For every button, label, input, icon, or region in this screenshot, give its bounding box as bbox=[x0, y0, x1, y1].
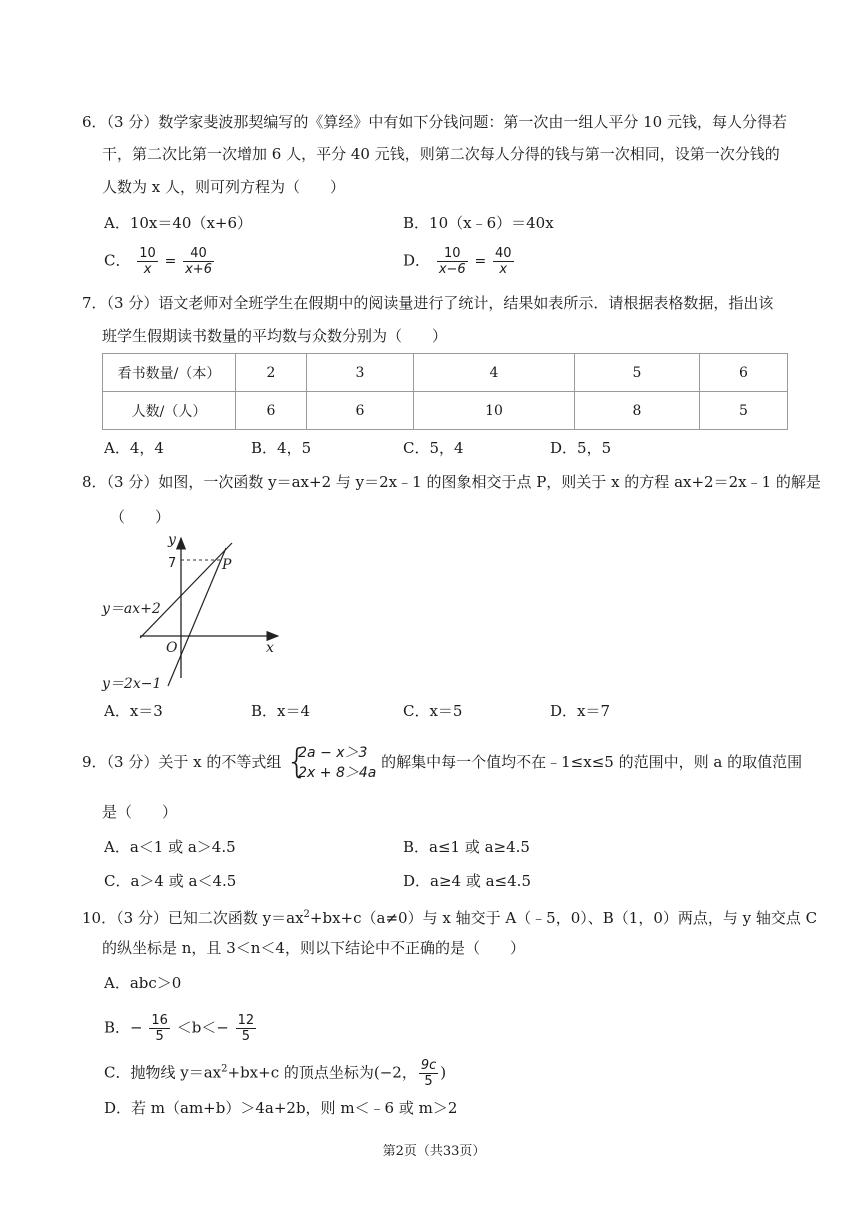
table-cell: 5 bbox=[575, 354, 700, 392]
y-axis-label: y bbox=[168, 532, 176, 548]
q8-option-c: C．x＝5 bbox=[403, 702, 463, 720]
q10-option-c: C．抛物线 $y=ax^2+bx+c$ 的顶点坐标为(−2， $\frac{9c}{5}$ ) bbox=[104, 1058, 447, 1089]
x-axis-label: x bbox=[266, 640, 274, 656]
table-cell: 6 bbox=[700, 354, 788, 392]
q6-option-a: A．10x＝40（x+6） bbox=[104, 214, 253, 232]
inequality-system bbox=[286, 743, 376, 783]
q7-option-d: D．5，5 bbox=[550, 439, 612, 457]
q7-option-a: A．4，4 bbox=[104, 439, 164, 457]
q6-text-line3: 人数为 x 人，则可列方程为（ ） bbox=[102, 178, 345, 196]
q7-option-b: B．4，5 bbox=[251, 439, 312, 457]
q9-option-a: A．a＜1 或 a＞4.5 bbox=[104, 838, 236, 856]
q10-option-d: D．若 m（am+b）＞4a+2b，则 m＜﹣6 或 m＞2 bbox=[104, 1099, 458, 1117]
q6-text-line2: 干，第二次比第一次增加 6 人，平分 40 元钱，则第二次每人分得的钱与第一次相同，设第一次分钱的 bbox=[102, 145, 780, 163]
q6-option-d-label: D． bbox=[403, 251, 431, 270]
q8-text-line1: 8．（3 分）如图，一次函数 y＝ax+2 与 y＝2x﹣1 的图象相交于点 P，则关于 x 的方程 ax+2＝2x﹣1 的解是 bbox=[82, 473, 821, 491]
q6-option-c: C． $\frac{10}{x}$ = $\frac{40}{x+6}$ bbox=[104, 246, 212, 277]
line-y-2x-minus-1 bbox=[168, 548, 226, 686]
q6-text-line1: 6．（3 分）数学家斐波那契编写的《算经》中有如下分钱问题：第一次由一组人平分 10 元钱，每人分得若 bbox=[82, 113, 787, 131]
inequality-1: 2a − x＞3 bbox=[298, 745, 368, 761]
q9-option-b: B．a≤1 或 a≥4.5 bbox=[403, 838, 530, 856]
q8-option-b: B．x＝4 bbox=[251, 702, 311, 720]
q9-option-d: D．a≥4 或 a≤4.5 bbox=[403, 872, 531, 890]
line-label-ax-plus-2: y＝ax+2 bbox=[102, 601, 161, 617]
q6-option-c-label: C． bbox=[104, 251, 131, 270]
fraction: $\frac{9c}{5}$ bbox=[420, 1058, 437, 1089]
q9-text-line1 bbox=[82, 740, 802, 784]
point-p-label: P bbox=[222, 557, 232, 573]
page-number-footer: 第2页（共33页） bbox=[382, 1144, 486, 1159]
q10-text-line2: 的纵坐标是 n，且 3＜n＜4，则以下结论中不正确的是（ ） bbox=[102, 939, 525, 957]
q9-prefix: 9．（3 分）关于 x 的不等式组 bbox=[82, 753, 282, 771]
q8-option-d: D．x＝7 bbox=[550, 702, 611, 720]
table-row bbox=[103, 392, 788, 430]
fraction: $\frac{40}{x+6}$ bbox=[185, 246, 212, 277]
q10-text-line1: 10．（3 分）已知二次函数 $y=ax^2+bx+c(a\ne 0)$与 x 轴交于 A（﹣5，0）、B（1，0）两点，与 y 轴交点 C bbox=[82, 909, 818, 927]
fraction: $\frac{40}{x}$ bbox=[494, 246, 512, 277]
table-cell: 看书数量/（本） bbox=[103, 354, 236, 392]
line-label-2x-minus-1: y＝2x−1 bbox=[102, 676, 162, 692]
table-row bbox=[103, 354, 788, 392]
tick-7-label: 7 bbox=[168, 556, 177, 571]
q8-option-a: A．x＝3 bbox=[104, 702, 163, 720]
q8-function-graph bbox=[98, 528, 298, 696]
q6-option-b: B．10（x﹣6）＝40x bbox=[403, 214, 554, 232]
fraction: $\frac{12}{5}$ bbox=[237, 1013, 255, 1044]
table-cell: 4 bbox=[414, 354, 575, 392]
q9-suffix: 的解集中每一个值均不在﹣1≤x≤5 的范围中，则 a 的取值范围 bbox=[381, 753, 803, 771]
table-cell: 5 bbox=[700, 392, 788, 430]
inequality-2: 2x + 8＞4a bbox=[298, 765, 377, 781]
table-cell: 人数/（人） bbox=[103, 392, 236, 430]
reading-stats-table bbox=[102, 353, 788, 430]
q10-option-a: A．abc＞0 bbox=[104, 974, 182, 992]
table-cell: 6 bbox=[236, 392, 307, 430]
fraction: $\frac{10}{x}$ bbox=[139, 246, 156, 277]
origin-label: O bbox=[166, 640, 178, 656]
table-cell: 10 bbox=[414, 392, 575, 430]
brace: { bbox=[286, 742, 308, 782]
q7-option-c: C．5，4 bbox=[403, 439, 464, 457]
q9-option-c: C．a＞4 或 a＜4.5 bbox=[104, 872, 237, 890]
fraction: $\frac{16}{5}$ bbox=[151, 1013, 168, 1044]
q9-text-line2: 是（ ） bbox=[102, 803, 178, 821]
q10-option-b: B．− $\frac{16}{5}$ ＜b＜− $\frac{12}{5}$ bbox=[104, 1013, 255, 1044]
q6-option-d: D． $\frac{10}{x-6}$ = $\frac{40}{x}$ bbox=[403, 246, 512, 277]
q7-text-line1: 7．（3 分）语文老师对全班学生在假期中的阅读量进行了统计，结果如表所示．请根据表格数据，指出该 bbox=[82, 294, 774, 312]
table-cell: 8 bbox=[575, 392, 700, 430]
table-cell: 2 bbox=[236, 354, 307, 392]
fraction: $\frac{10}{x-6}$ bbox=[438, 246, 466, 277]
q8-text-line2: （ ） bbox=[110, 508, 171, 526]
line-y-ax-plus-2 bbox=[140, 543, 232, 638]
q7-text-line2: 班学生假期读书数量的平均数与众数分别为（ ） bbox=[102, 327, 448, 345]
table-cell: 6 bbox=[307, 392, 414, 430]
table-cell: 3 bbox=[307, 354, 414, 392]
